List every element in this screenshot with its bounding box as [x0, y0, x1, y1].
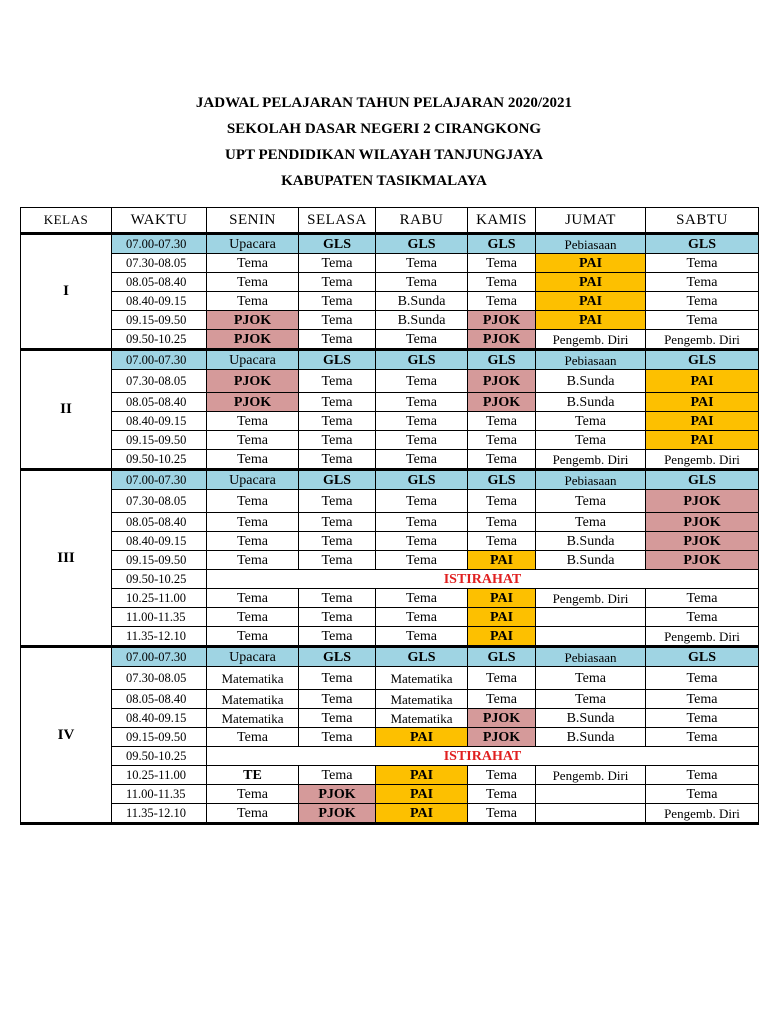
subject-cell: Tema [299, 431, 376, 450]
subject-cell: Upacara [207, 234, 299, 254]
table-row [21, 370, 759, 393]
table-row [21, 254, 759, 273]
subject-cell: PAI [646, 431, 759, 450]
subject-cell: Tema [376, 627, 468, 647]
subject-cell: Tema [299, 450, 376, 470]
table-row [21, 412, 759, 431]
subject-cell: PAI [536, 273, 646, 292]
subject-cell: Pengemb. Diri [646, 330, 759, 350]
subject-cell: PJOK [468, 709, 536, 728]
class-label: III [21, 470, 112, 647]
subject-cell: Tema [468, 804, 536, 824]
class-group [21, 234, 759, 350]
col-header-waktu: WAKTU [112, 208, 207, 234]
subject-cell: Tema [376, 589, 468, 608]
class-group [21, 647, 759, 824]
subject-cell: Tema [376, 551, 468, 570]
subject-cell: B.Sunda [536, 551, 646, 570]
subject-cell: Tema [646, 254, 759, 273]
subject-cell: PAI [468, 627, 536, 647]
subject-cell: PJOK [207, 330, 299, 350]
subject-cell: Tema [299, 370, 376, 393]
time-cell: 08.40-09.15 [112, 532, 207, 551]
subject-cell: B.Sunda [536, 370, 646, 393]
subject-cell [536, 804, 646, 824]
time-cell: 10.25-11.00 [112, 766, 207, 785]
table-row [21, 785, 759, 804]
time-cell: 11.35-12.10 [112, 804, 207, 824]
table-row [21, 350, 759, 370]
subject-cell: Tema [207, 551, 299, 570]
subject-cell: Tema [468, 532, 536, 551]
subject-cell: Pebiasaan [536, 647, 646, 667]
subject-cell: B.Sunda [536, 532, 646, 551]
time-cell: 09.50-10.25 [112, 450, 207, 470]
header-row [21, 208, 759, 234]
table-row [21, 490, 759, 513]
break-cell: ISTIRAHAT [207, 570, 759, 589]
title-line-3: UPT PENDIDIKAN WILAYAH TANJUNGJAYA [225, 147, 543, 163]
subject-cell: Tema [299, 254, 376, 273]
subject-cell: PJOK [646, 513, 759, 532]
subject-cell: Tema [299, 532, 376, 551]
table-row [21, 551, 759, 570]
subject-cell: PAI [536, 292, 646, 311]
subject-cell: Tema [207, 431, 299, 450]
subject-cell: GLS [376, 350, 468, 370]
subject-cell: GLS [468, 647, 536, 667]
subject-cell: PJOK [207, 370, 299, 393]
subject-cell: Tema [536, 690, 646, 709]
table-row [21, 470, 759, 490]
subject-cell: Tema [376, 532, 468, 551]
subject-cell: PJOK [646, 551, 759, 570]
time-cell: 07.00-07.30 [112, 647, 207, 667]
subject-cell: PJOK [468, 393, 536, 412]
subject-cell: GLS [646, 647, 759, 667]
time-cell: 09.15-09.50 [112, 431, 207, 450]
time-cell: 08.05-08.40 [112, 690, 207, 709]
time-cell: 09.50-10.25 [112, 330, 207, 350]
title-line-4: KABUPATEN TASIKMALAYA [281, 173, 487, 189]
subject-cell: PJOK [299, 785, 376, 804]
col-header-kelas: KELAS [21, 208, 112, 234]
table-row [21, 690, 759, 709]
subject-cell: Tema [536, 667, 646, 690]
col-header-jumat: JUMAT [536, 208, 646, 234]
subject-cell: Tema [468, 412, 536, 431]
subject-cell: Tema [646, 785, 759, 804]
subject-cell: Tema [468, 450, 536, 470]
subject-cell: Tema [646, 690, 759, 709]
table-row [21, 627, 759, 647]
subject-cell: Tema [536, 412, 646, 431]
subject-cell: GLS [376, 647, 468, 667]
subject-cell: Tema [646, 728, 759, 747]
table-row [21, 234, 759, 254]
col-header-selasa: SELASA [299, 208, 376, 234]
table-row [21, 589, 759, 608]
subject-cell: Tema [207, 627, 299, 647]
time-cell: 11.35-12.10 [112, 627, 207, 647]
subject-cell: PAI [646, 393, 759, 412]
class-label: I [21, 234, 112, 350]
table-row [21, 728, 759, 747]
table-row [21, 709, 759, 728]
subject-cell: Tema [376, 431, 468, 450]
table-row [21, 570, 759, 589]
subject-cell: Tema [646, 273, 759, 292]
table-row [21, 667, 759, 690]
subject-cell [536, 785, 646, 804]
table-row [21, 532, 759, 551]
table-row [21, 431, 759, 450]
subject-cell: Tema [207, 254, 299, 273]
col-header-kamis: KAMIS [468, 208, 536, 234]
subject-cell: Matematika [207, 690, 299, 709]
subject-cell: GLS [646, 470, 759, 490]
time-cell: 09.15-09.50 [112, 728, 207, 747]
subject-cell: Pebiasaan [536, 470, 646, 490]
title-line-1: JADWAL PELAJARAN TAHUN PELAJARAN 2020/2021 [195, 95, 573, 111]
time-cell: 07.30-08.05 [112, 254, 207, 273]
subject-cell: GLS [468, 234, 536, 254]
subject-cell: PAI [376, 728, 468, 747]
subject-cell: PJOK [468, 728, 536, 747]
subject-cell: B.Sunda [376, 311, 468, 330]
subject-cell: Tema [299, 627, 376, 647]
time-cell: 07.00-07.30 [112, 350, 207, 370]
table-row [21, 311, 759, 330]
subject-cell: Tema [207, 785, 299, 804]
subject-cell: Tema [207, 292, 299, 311]
subject-cell: Tema [207, 804, 299, 824]
time-cell: 08.05-08.40 [112, 393, 207, 412]
time-cell: 09.50-10.25 [112, 747, 207, 766]
time-cell: 07.00-07.30 [112, 470, 207, 490]
subject-cell: PAI [646, 370, 759, 393]
subject-cell: PAI [536, 311, 646, 330]
subject-cell: Matematika [376, 690, 468, 709]
subject-cell: Tema [646, 667, 759, 690]
subject-cell: Tema [299, 412, 376, 431]
subject-cell: Tema [376, 370, 468, 393]
subject-cell: Tema [299, 709, 376, 728]
table-row [21, 450, 759, 470]
subject-cell: GLS [468, 350, 536, 370]
subject-cell: GLS [646, 234, 759, 254]
time-cell: 07.30-08.05 [112, 370, 207, 393]
table-row [21, 747, 759, 766]
subject-cell: B.Sunda [536, 393, 646, 412]
subject-cell: Tema [299, 513, 376, 532]
time-cell: 09.15-09.50 [112, 551, 207, 570]
subject-cell: Pengemb. Diri [536, 330, 646, 350]
subject-cell: Tema [536, 490, 646, 513]
subject-cell: GLS [299, 470, 376, 490]
class-label: IV [21, 647, 112, 824]
subject-cell: Tema [299, 490, 376, 513]
time-cell: 07.30-08.05 [112, 667, 207, 690]
subject-cell: Tema [299, 589, 376, 608]
subject-cell: Pengemb. Diri [646, 627, 759, 647]
subject-cell: PAI [376, 804, 468, 824]
time-cell: 11.00-11.35 [112, 785, 207, 804]
table-row [21, 608, 759, 627]
subject-cell: Tema [468, 766, 536, 785]
subject-cell: Tema [207, 412, 299, 431]
subject-cell: B.Sunda [376, 292, 468, 311]
subject-cell: GLS [376, 234, 468, 254]
subject-cell: Tema [468, 513, 536, 532]
subject-cell: Tema [468, 431, 536, 450]
subject-cell: Tema [299, 273, 376, 292]
subject-cell: PJOK [207, 393, 299, 412]
subject-cell: Upacara [207, 350, 299, 370]
subject-cell: Pengemb. Diri [536, 766, 646, 785]
table-row [21, 513, 759, 532]
subject-cell: Tema [468, 490, 536, 513]
subject-cell: Tema [299, 330, 376, 350]
subject-cell: Tema [299, 551, 376, 570]
subject-cell: Tema [376, 490, 468, 513]
subject-cell: GLS [299, 234, 376, 254]
subject-cell: Tema [536, 431, 646, 450]
subject-cell: Tema [207, 450, 299, 470]
break-cell: ISTIRAHAT [207, 747, 759, 766]
subject-cell [536, 608, 646, 627]
subject-cell: Tema [376, 450, 468, 470]
time-cell: 07.00-07.30 [112, 234, 207, 254]
time-cell: 08.40-09.15 [112, 412, 207, 431]
subject-cell: Tema [299, 393, 376, 412]
table-row [21, 647, 759, 667]
subject-cell: PAI [468, 608, 536, 627]
subject-cell: GLS [376, 470, 468, 490]
subject-cell: Tema [299, 690, 376, 709]
subject-cell: TE [207, 766, 299, 785]
subject-cell: Matematika [376, 667, 468, 690]
subject-cell: B.Sunda [536, 709, 646, 728]
time-cell: 10.25-11.00 [112, 589, 207, 608]
time-cell: 08.40-09.15 [112, 709, 207, 728]
table-row [21, 804, 759, 824]
subject-cell: Pengemb. Diri [536, 589, 646, 608]
subject-cell: Tema [376, 254, 468, 273]
subject-cell: Tema [468, 273, 536, 292]
class-group [21, 470, 759, 647]
subject-cell: GLS [299, 350, 376, 370]
subject-cell: GLS [468, 470, 536, 490]
subject-cell: Tema [468, 292, 536, 311]
subject-cell: GLS [299, 647, 376, 667]
subject-cell: PAI [376, 766, 468, 785]
subject-cell: Matematika [207, 667, 299, 690]
subject-cell: Matematika [207, 709, 299, 728]
time-cell: 09.15-09.50 [112, 311, 207, 330]
subject-cell: Tema [468, 690, 536, 709]
document-header [0, 90, 768, 194]
time-cell: 11.00-11.35 [112, 608, 207, 627]
subject-cell: PJOK [468, 370, 536, 393]
subject-cell: Tema [376, 330, 468, 350]
subject-cell: Pengemb. Diri [646, 450, 759, 470]
subject-cell: PJOK [207, 311, 299, 330]
subject-cell: B.Sunda [536, 728, 646, 747]
subject-cell: Tema [536, 513, 646, 532]
subject-cell: Tema [207, 273, 299, 292]
subject-cell: PJOK [468, 311, 536, 330]
subject-cell: Tema [207, 532, 299, 551]
table-row [21, 766, 759, 785]
subject-cell: Tema [646, 608, 759, 627]
subject-cell: Tema [207, 513, 299, 532]
class-label: II [21, 350, 112, 470]
subject-cell: PAI [646, 412, 759, 431]
subject-cell: Pebiasaan [536, 234, 646, 254]
subject-cell: Tema [299, 667, 376, 690]
subject-cell: PJOK [646, 490, 759, 513]
subject-cell: Tema [299, 728, 376, 747]
subject-cell: Pengemb. Diri [536, 450, 646, 470]
subject-cell: Tema [299, 311, 376, 330]
subject-cell: Tema [468, 254, 536, 273]
subject-cell: Upacara [207, 470, 299, 490]
subject-cell: Tema [207, 490, 299, 513]
subject-cell: Tema [468, 667, 536, 690]
subject-cell: Tema [376, 412, 468, 431]
col-header-rabu: RABU [376, 208, 468, 234]
subject-cell: PAI [468, 589, 536, 608]
subject-cell: Tema [376, 273, 468, 292]
subject-cell: Tema [376, 513, 468, 532]
subject-cell: Tema [299, 292, 376, 311]
subject-cell: Upacara [207, 647, 299, 667]
col-header-senin: SENIN [207, 208, 299, 234]
subject-cell: Matematika [376, 709, 468, 728]
subject-cell: Tema [468, 785, 536, 804]
subject-cell: Tema [207, 608, 299, 627]
table-row [21, 330, 759, 350]
subject-cell: Tema [646, 766, 759, 785]
table-row [21, 273, 759, 292]
schedule-table [20, 207, 759, 825]
time-cell: 07.30-08.05 [112, 490, 207, 513]
subject-cell: Pebiasaan [536, 350, 646, 370]
subject-cell: PAI [376, 785, 468, 804]
subject-cell: PJOK [299, 804, 376, 824]
subject-cell: Pengemb. Diri [646, 804, 759, 824]
subject-cell: Tema [207, 728, 299, 747]
time-cell: 08.05-08.40 [112, 273, 207, 292]
subject-cell: Tema [376, 608, 468, 627]
title-line-2: SEKOLAH DASAR NEGERI 2 CIRANGKONG [226, 121, 542, 137]
subject-cell [536, 627, 646, 647]
subject-cell: Tema [646, 709, 759, 728]
time-cell: 09.50-10.25 [112, 570, 207, 589]
subject-cell: Tema [376, 393, 468, 412]
col-header-sabtu: SABTU [646, 208, 759, 234]
table-row [21, 292, 759, 311]
subject-cell: Tema [646, 589, 759, 608]
subject-cell: PJOK [468, 330, 536, 350]
class-group [21, 350, 759, 470]
subject-cell: Tema [299, 608, 376, 627]
subject-cell: Tema [299, 766, 376, 785]
subject-cell: GLS [646, 350, 759, 370]
time-cell: 08.05-08.40 [112, 513, 207, 532]
subject-cell: PAI [536, 254, 646, 273]
subject-cell: Tema [646, 311, 759, 330]
subject-cell: Tema [207, 589, 299, 608]
time-cell: 08.40-09.15 [112, 292, 207, 311]
table-row [21, 393, 759, 412]
subject-cell: PAI [468, 551, 536, 570]
subject-cell: PJOK [646, 532, 759, 551]
subject-cell: Tema [646, 292, 759, 311]
